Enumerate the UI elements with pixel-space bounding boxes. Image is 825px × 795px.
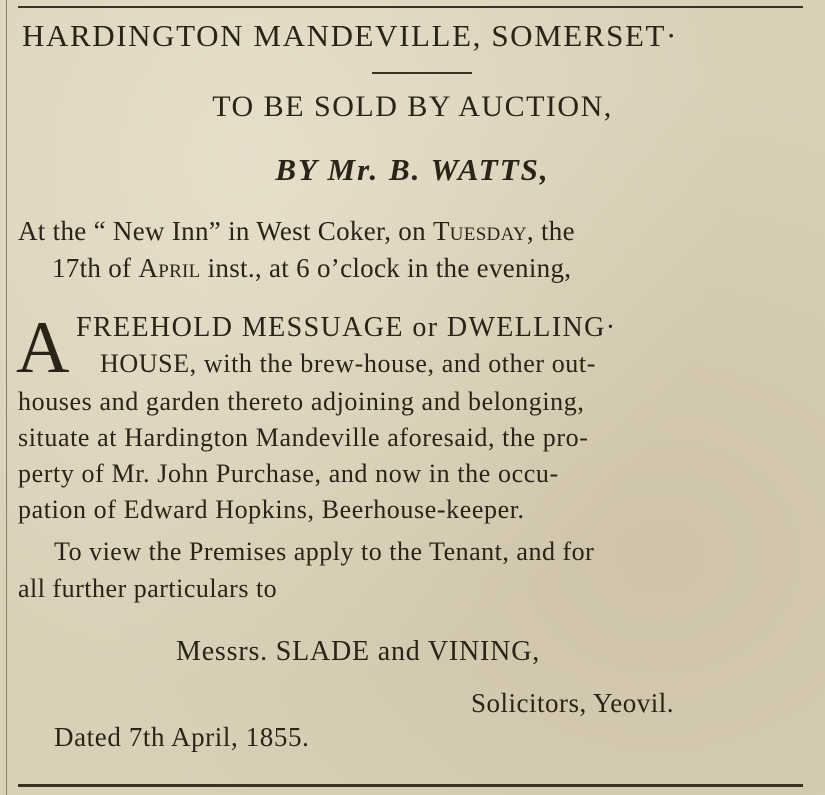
venue-line-2 <box>52 253 571 284</box>
heading-divider <box>372 72 472 74</box>
venue-day: Tuesday <box>432 216 527 246</box>
description-line-4: situate at Hardington Mandeville aforesaid, the pro- <box>18 423 589 452</box>
description-line-5: perty of Mr. John Purchase, and now in the occu- <box>18 459 559 488</box>
solicitor-place: Solicitors, Yeovil. <box>471 688 675 718</box>
top-rule <box>18 6 803 8</box>
venue-line-2-text: 17th of <box>52 253 139 283</box>
bottom-rule <box>18 784 803 787</box>
venue-line-1-text: At the “ New Inn” in West Coker, on <box>18 216 433 246</box>
description-line-2: HOUSE, with the brew-house, and other out- <box>100 349 596 378</box>
date-line: Dated 7th April, 1855. <box>54 722 310 752</box>
drop-cap: A <box>16 307 70 389</box>
description-line-3: houses and garden thereto adjoining and belonging, <box>18 387 585 416</box>
location-heading: HARDINGTON MANDEVILLE, SOMERSET· <box>22 18 678 53</box>
solicitor-names: Messrs. SLADE and VINING, <box>176 636 541 667</box>
description-line-6: pation of Edward Hopkins, Beerhouse-keeper. <box>18 495 525 524</box>
auctioneer-line: BY Mr. B. WATTS, <box>275 152 550 187</box>
venue-month: April <box>138 253 201 283</box>
auction-title: TO BE SOLD BY AUCTION, <box>212 90 613 123</box>
viewing-line-1: To view the Premises apply to the Tenant, and for <box>54 537 595 566</box>
venue-line-1 <box>18 216 575 247</box>
venue-line-1-end: , the <box>526 216 575 246</box>
venue-line-2-end: inst., at 6 o’clock in the evening, <box>200 253 572 283</box>
viewing-line-2: all further particulars to <box>18 574 278 603</box>
description-line-1: FREEHOLD MESSUAGE or DWELLING· <box>76 312 617 343</box>
